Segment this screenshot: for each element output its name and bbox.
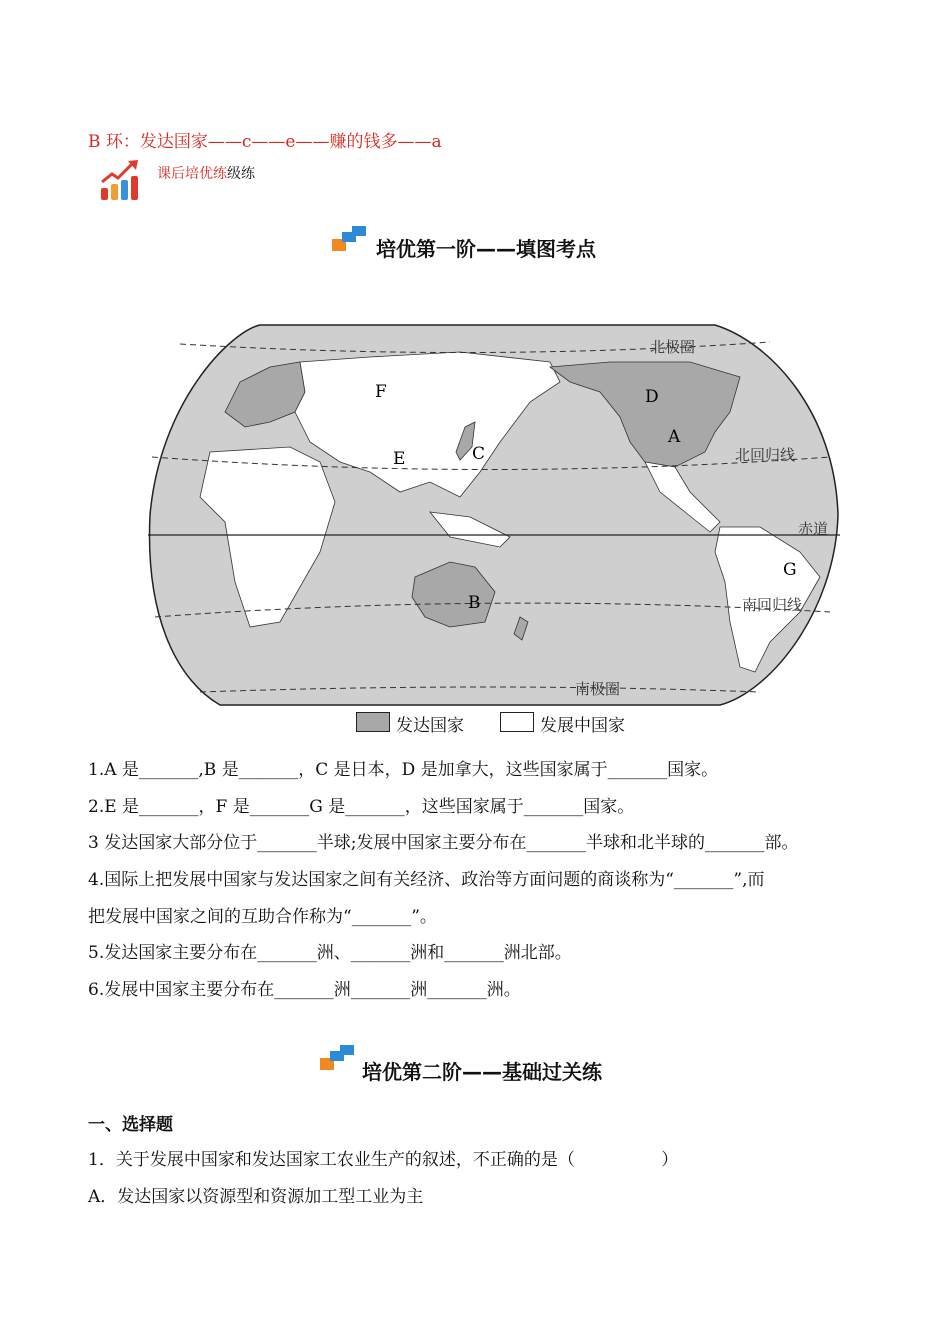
- label-tropic-south: 南回归线: [742, 596, 803, 614]
- marker-d: D: [645, 387, 659, 407]
- after-class-label-red: 课后培优练: [157, 166, 227, 182]
- label-polar-north: 北极圈: [650, 338, 696, 356]
- section-icon: [332, 226, 368, 252]
- marker-b: B: [468, 593, 481, 613]
- label-equator: 赤道: [798, 520, 829, 538]
- question-2: 2.E 是_______，F 是_______G 是_______，这些国家属于_______国家。: [88, 797, 635, 817]
- label-tropic-north: 北回归线: [735, 446, 796, 464]
- question-6: 6.发展中国家主要分布在_______洲_______洲_______洲。: [88, 980, 521, 1000]
- after-class-label: [157, 163, 255, 183]
- label-polar-south: 南极圈: [575, 680, 621, 698]
- world-map: [130, 322, 842, 708]
- mc-question-1: 1．关于发展中国家和发达国家工农业生产的叙述，不正确的是（ ）: [88, 1150, 679, 1170]
- question-5: 5.发达国家主要分布在_______洲、_______洲和_______洲北部。: [88, 943, 572, 963]
- legend-developed-swatch: [356, 712, 390, 732]
- marker-a: A: [668, 427, 681, 447]
- question-3: 3 发达国家大部分位于_______半球;发展中国家主要分布在_______半球和北半球的_______部。: [88, 833, 799, 853]
- marker-f: F: [375, 382, 387, 402]
- marker-e: E: [393, 449, 406, 469]
- question-4: 4.国际上把发展中国家与发达国家之间有关经济、政治等方面问题的商谈称为“_______”,而: [88, 870, 765, 890]
- section1-title: 培优第一阶——填图考点: [376, 237, 596, 261]
- header-line: B 环：发达国家——c——e——赚的钱多——a: [88, 132, 442, 152]
- section-icon: [320, 1045, 356, 1071]
- legend-developing-label: 发展中国家: [540, 716, 625, 736]
- marker-g: G: [783, 560, 797, 580]
- marker-c: C: [472, 444, 486, 464]
- option-a: A．发达国家以资源型和资源加工型工业为主: [88, 1187, 424, 1207]
- part-heading: 一、选择题: [88, 1115, 173, 1135]
- after-class-label-black: 级练: [227, 166, 255, 182]
- section2-title: 培优第二阶——基础过关练: [362, 1060, 602, 1084]
- growth-chart-icon: [98, 158, 142, 202]
- legend-developed-label: 发达国家: [396, 716, 464, 736]
- question-4-cont: 把发展中国家之间的互助合作称为“_______”。: [88, 907, 437, 927]
- legend-developing-swatch: [500, 712, 534, 732]
- question-1: 1.A 是_______,B 是_______，C 是日本，D 是加拿大，这些国家属于_______国家。: [88, 760, 719, 780]
